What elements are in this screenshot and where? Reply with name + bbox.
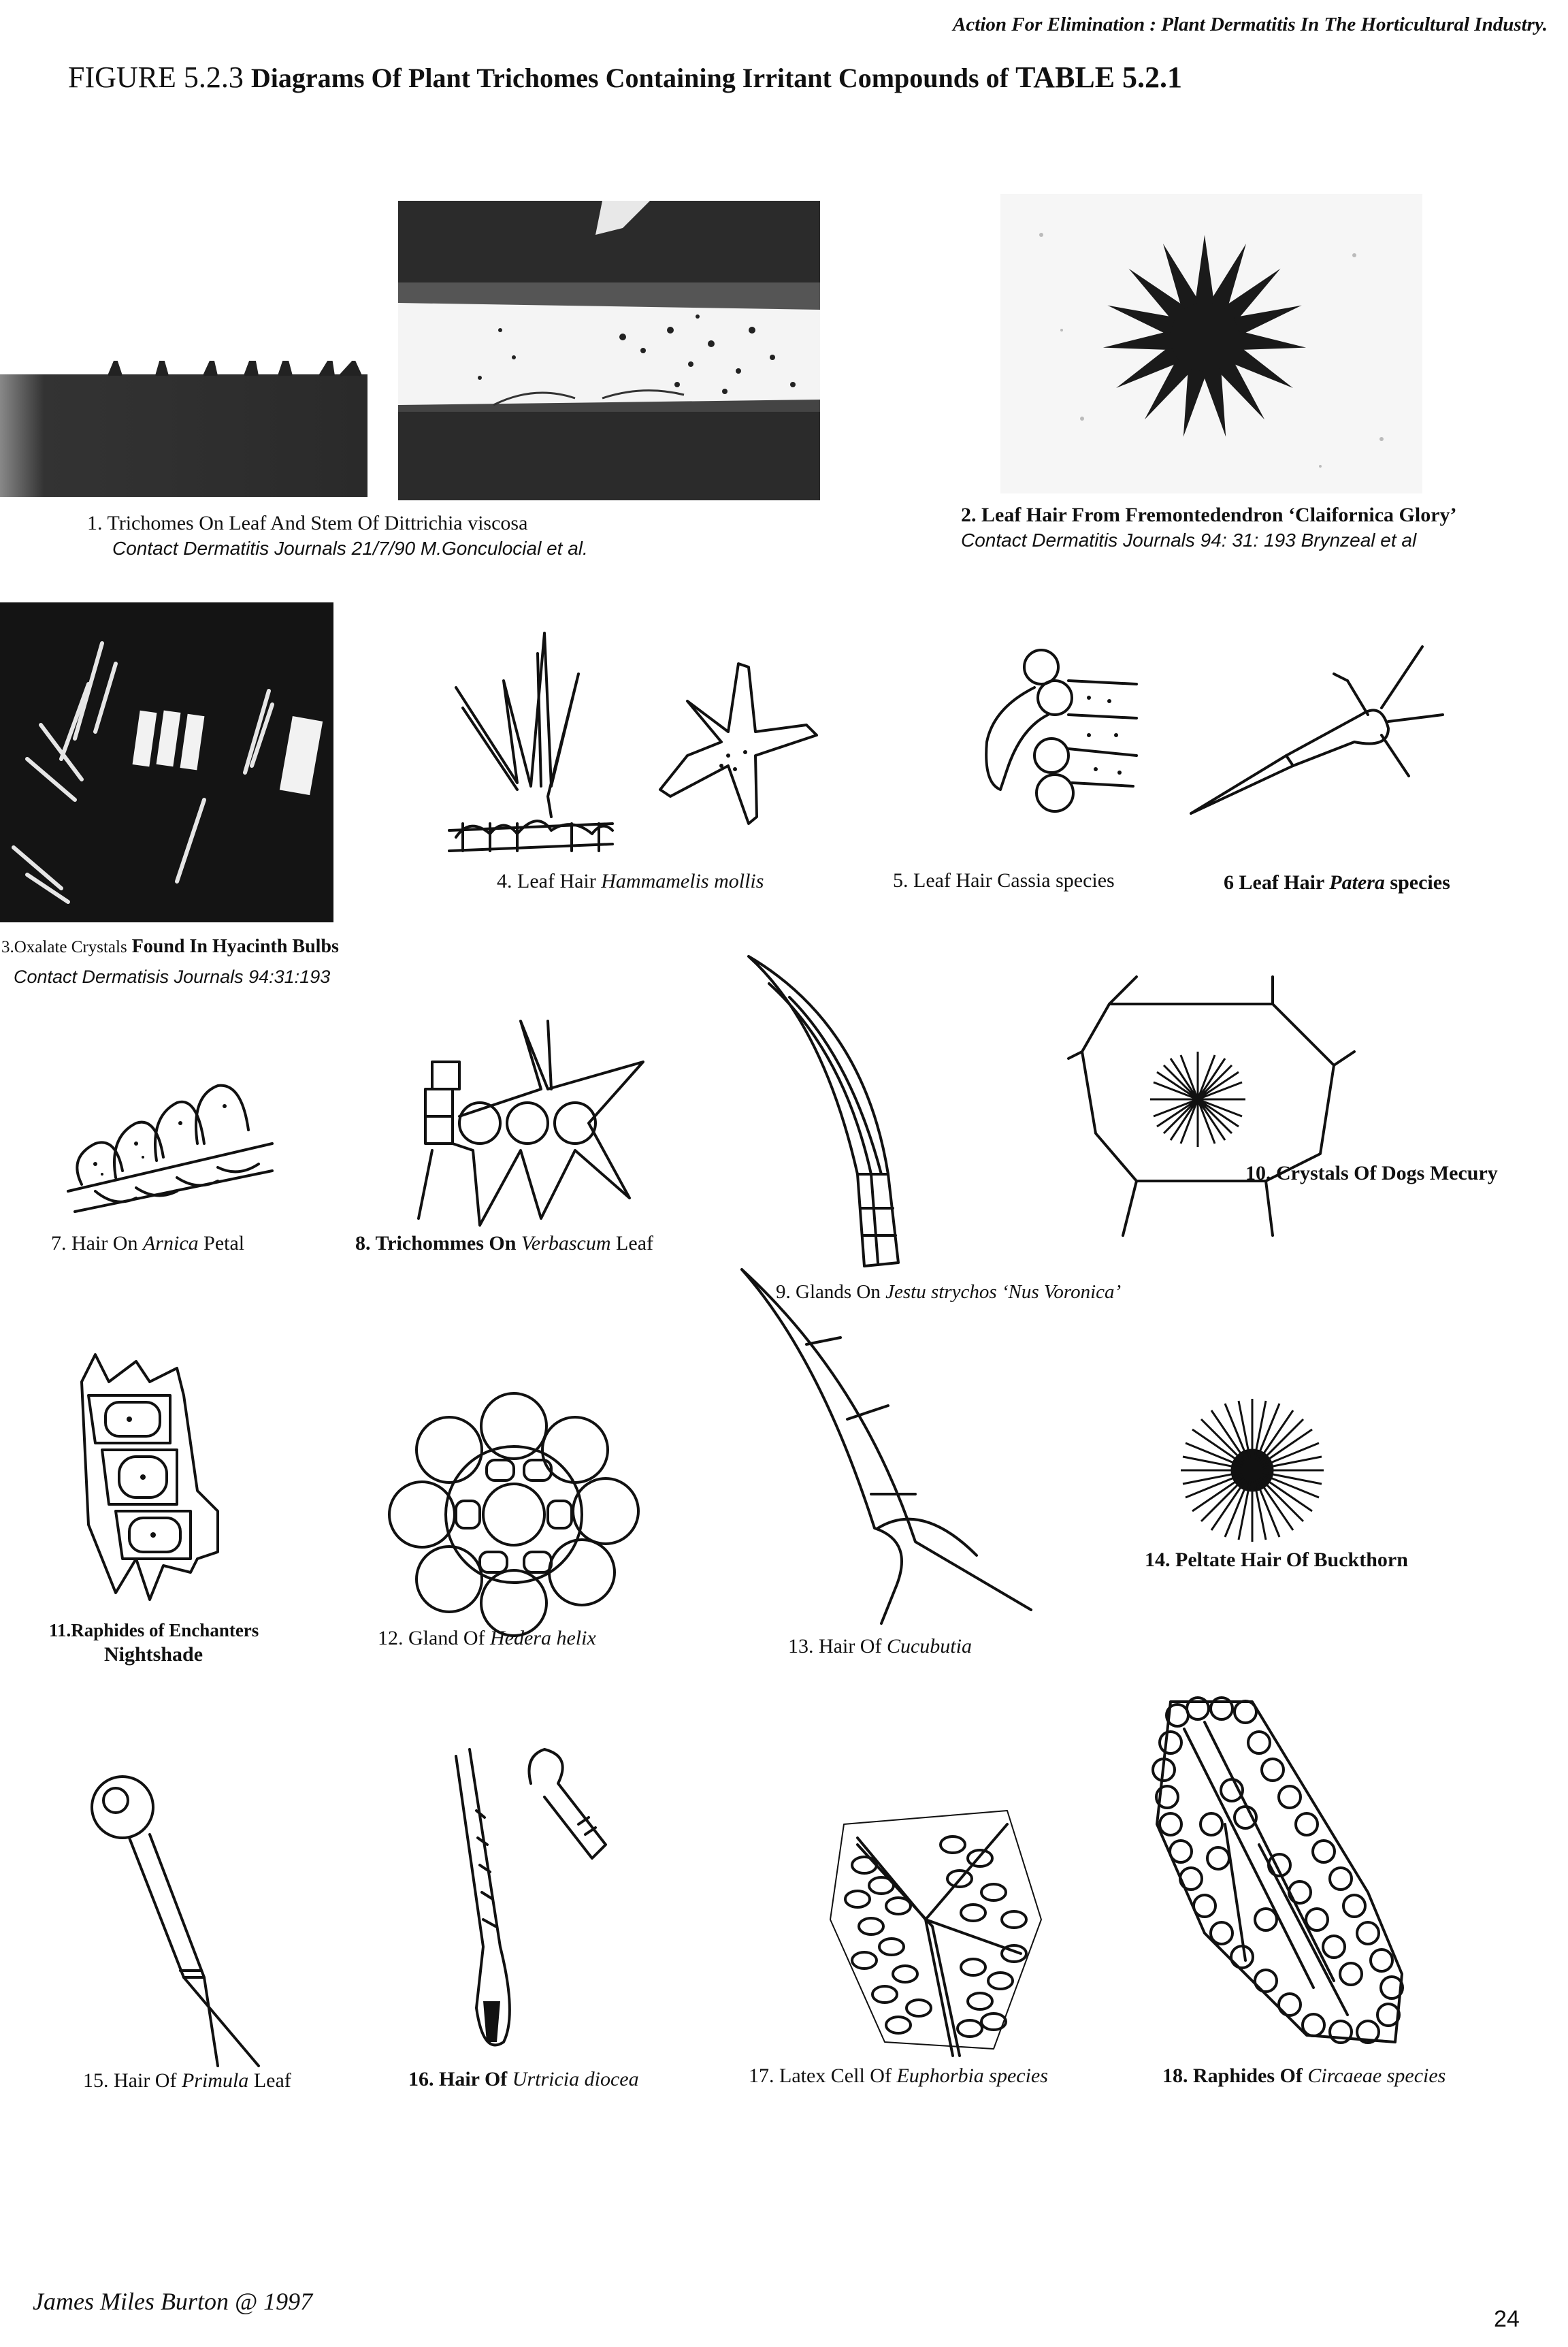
fig18-caption: [1162, 2065, 1446, 2088]
fig12-drawing-gland: [378, 1392, 650, 1637]
fig6-caption-text: 6 Leaf Hair: [1224, 871, 1324, 894]
fig6-suffix: species: [1390, 871, 1450, 894]
fig8-caption: [355, 1232, 653, 1255]
fig3-source: Contact Dermatisis Journals 94:31:193: [14, 967, 331, 987]
fig11-caption: 11.Raphides of Enchanters: [49, 1620, 259, 1640]
fig12-caption: [378, 1627, 596, 1650]
fig7-caption-text: 7. Hair On: [51, 1232, 138, 1255]
fig6-caption: [1224, 871, 1450, 894]
fig8-drawing-verbascum: [405, 1021, 650, 1225]
fig16-drawing-stinging-hair: [442, 1743, 647, 2069]
fig5-drawing-cassia-hair: [973, 647, 1143, 837]
fig2-source: Contact Dermatitis Journals 94: 31: 193 Brynzeal et al: [961, 530, 1417, 551]
fig18-caption-text: 18. Raphides Of: [1162, 2065, 1303, 2087]
fig9-species: Jestu strychos ‘Nus Voronica’: [885, 1281, 1122, 1303]
footer-author: James Miles Burton @ 1997: [33, 2288, 313, 2315]
fig9-caption-text: 9. Glands On: [776, 1281, 881, 1303]
fig4-caption-text: 4. Leaf Hair: [497, 870, 596, 892]
figure-title: [68, 60, 1182, 95]
fig15-suffix: Leaf: [253, 2069, 291, 2092]
fig17-caption-text: 17. Latex Cell Of: [749, 2065, 892, 2087]
fig16-caption-text: 16. Hair Of: [408, 2068, 508, 2090]
fig16-caption: [408, 2068, 639, 2091]
fig18-species: Circaeae species: [1307, 2065, 1446, 2087]
fig10-caption: 10. Crystals Of Dogs Mecury: [1245, 1162, 1498, 1184]
fig11-caption-line2: Nightshade: [104, 1643, 203, 1666]
fig3-caption-pre: 3.Oxalate Crystals: [1, 938, 127, 956]
fig8-species: Verbascum: [521, 1232, 611, 1255]
fig4-species: Hammamelis mollis: [601, 870, 764, 892]
fig8-suffix: Leaf: [616, 1232, 653, 1255]
fig1-photo-stem: [398, 201, 820, 500]
fig17-species: Euphorbia species: [896, 2065, 1048, 2087]
fig7-drawing-arnica-hair: [54, 1075, 279, 1218]
fig16-species: Urtricia diocea: [512, 2068, 639, 2090]
fig4-drawing-leaf-hair: [436, 633, 858, 864]
fig1-photo-leaf: [0, 361, 368, 497]
fig6-drawing-patera-hair: [1184, 640, 1470, 824]
fig15-drawing-hair: [82, 1773, 265, 2066]
fig15-caption: [83, 2069, 291, 2092]
figure-table-ref: TABLE 5.2.1: [1015, 61, 1183, 94]
fig13-caption-text: 13. Hair Of: [788, 1635, 882, 1657]
fig2-caption: 2. Leaf Hair From Fremontedendron ‘Claifornica Glory’: [961, 504, 1457, 526]
fig12-species: Hedera helix: [489, 1627, 596, 1649]
fig11-drawing-raphides: [61, 1355, 231, 1600]
fig3-photo-crystals: [0, 602, 333, 922]
page-number: 24: [1494, 2306, 1520, 2332]
fig3-caption: [1, 936, 339, 958]
fig9-drawing-gland: [742, 956, 919, 1269]
fig6-species: Patera: [1329, 871, 1385, 894]
fig1-caption: 1. Trichomes On Leaf And Stem Of Dittrichia viscosa: [87, 512, 528, 534]
fig13-caption: [788, 1635, 972, 1658]
fig15-species: Primula: [181, 2069, 249, 2092]
fig7-suffix: Petal: [203, 1232, 245, 1255]
fig13-species: Cucubutia: [886, 1635, 972, 1657]
figure-title-main: Diagrams Of Plant Trichomes Containing Irritant Compounds of: [250, 63, 1009, 93]
fig14-drawing-peltate-hair: [1171, 1395, 1334, 1545]
fig3-caption-main: Found In Hyacinth Bulbs: [131, 936, 339, 957]
fig14-caption: 14. Peltate Hair Of Buckthorn: [1145, 1549, 1408, 1571]
fig13-drawing-hair: [738, 1269, 1038, 1623]
fig17-caption: [749, 2065, 1048, 2088]
fig18-drawing-raphides: [1143, 1688, 1416, 2056]
fig4-caption: [497, 870, 764, 893]
running-header: Action For Elimination : Plant Dermatitis In The Horticultural Industry.: [953, 14, 1548, 35]
fig7-caption: [51, 1232, 244, 1255]
figure-number: FIGURE 5.2.3: [68, 61, 244, 94]
fig2-photo-star-hair: [1000, 194, 1422, 493]
fig12-caption-text: 12. Gland Of: [378, 1627, 485, 1649]
fig15-caption-text: 15. Hair Of: [83, 2069, 177, 2092]
fig10-drawing-crystal-cell: [1068, 977, 1354, 1235]
fig8-caption-text: 8. Trichommes On: [355, 1232, 517, 1255]
fig17-drawing-latex-cell: [817, 1783, 1048, 2069]
fig1-source: Contact Dermatitis Journals 21/7/90 M.Gonculocial et al.: [112, 538, 588, 559]
fig7-species: Arnica: [142, 1232, 199, 1255]
fig5-caption: 5. Leaf Hair Cassia species: [893, 869, 1115, 892]
